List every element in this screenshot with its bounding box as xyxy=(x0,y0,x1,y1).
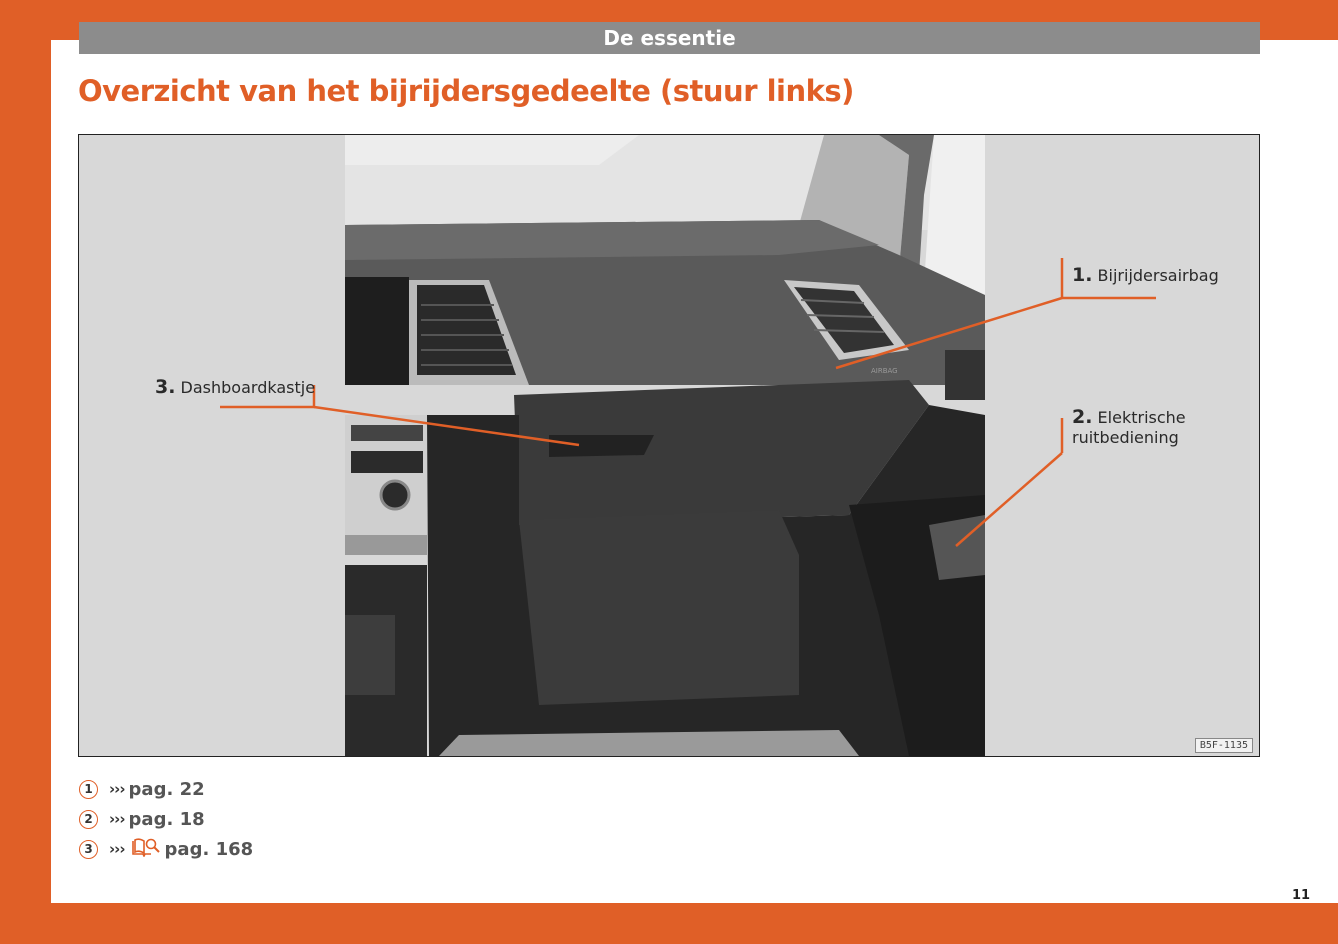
page-margin xyxy=(1287,40,1338,903)
arrow-glyphs: ››› xyxy=(109,780,125,798)
reference-marker: 3 xyxy=(79,840,98,859)
dashboard-figure xyxy=(78,134,1260,757)
reference-list xyxy=(79,774,253,864)
reference-marker: 2 xyxy=(79,810,98,829)
page-title: Overzicht van het bijrijdersgedeelte (stuur links) xyxy=(78,74,854,108)
reference-item[interactable] xyxy=(79,834,253,864)
callout-label: Dashboardkastje xyxy=(180,378,316,397)
reference-item[interactable] xyxy=(79,774,253,804)
arrow-glyphs: ››› xyxy=(109,810,125,828)
callout-label: Bijrijdersairbag xyxy=(1097,266,1219,285)
figure-code: B5F-1135 xyxy=(1195,738,1253,753)
reference-marker: 1 xyxy=(79,780,98,799)
reference-page[interactable]: pag. 22 xyxy=(128,778,205,800)
section-header: De essentie xyxy=(79,22,1260,54)
callout-glovebox xyxy=(155,377,315,398)
callout-passenger-airbag xyxy=(1072,265,1219,286)
callout-label: Elektrische xyxy=(1097,408,1186,427)
callout-label: ruitbediening xyxy=(1072,428,1179,447)
callout-number: 3. xyxy=(155,376,176,398)
book-magnifier-icon xyxy=(131,837,161,862)
callout-window-control xyxy=(1072,407,1186,448)
reference-page[interactable]: pag. 168 xyxy=(164,838,254,860)
arrow-glyphs: ››› xyxy=(109,840,125,858)
page-number: 11 xyxy=(1292,888,1311,903)
reference-page[interactable]: pag. 18 xyxy=(128,808,205,830)
reference-item[interactable] xyxy=(79,804,253,834)
airbag-marking: AIRBAG xyxy=(871,367,898,375)
callout-number: 2. xyxy=(1072,406,1093,428)
callout-number: 1. xyxy=(1072,264,1093,286)
